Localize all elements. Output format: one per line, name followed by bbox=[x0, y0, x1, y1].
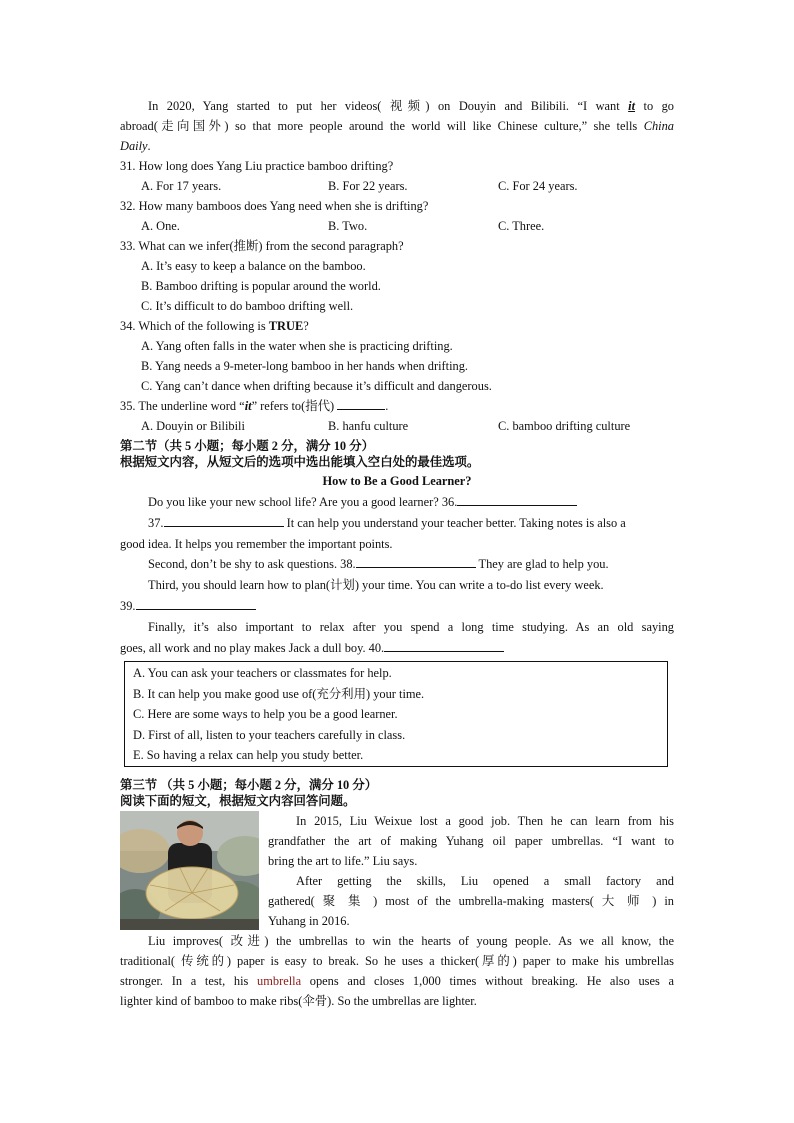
blank-40[interactable] bbox=[384, 638, 504, 652]
article-line: bring the art to life.” Liu says. bbox=[268, 853, 418, 868]
option[interactable]: B. Two. bbox=[328, 219, 368, 233]
article-line: Liu improves( 改进) the umbrellas to win the hearts of young people. As we all know, the bbox=[148, 933, 674, 948]
article-line: gathered( 聚 集 ) most of the umbrella-making masters( 大 师 ) in bbox=[268, 893, 674, 908]
option[interactable]: B. Yang needs a 9-meter-long bamboo in her hands when drifting. bbox=[141, 359, 469, 373]
section-instruction: 阅读下面的短文，根据短文内容回答问题。 bbox=[120, 793, 356, 808]
options-row bbox=[120, 416, 674, 436]
option[interactable]: C. Yang can’t dance when drifting because it’s difficult and dangerous. bbox=[141, 379, 492, 393]
passage-line: 39. bbox=[120, 596, 674, 617]
umbrella-maker-photo bbox=[120, 811, 259, 930]
option[interactable]: B. It can help you make good use of(充分利用) your time. bbox=[133, 686, 425, 701]
passage-line: Do you like your new school life? Are you a good learner? 36. bbox=[120, 492, 674, 513]
options-box bbox=[124, 661, 668, 767]
question-stem: 33. What can we infer(推断) from the second paragraph? bbox=[120, 239, 404, 253]
passage-line: In 2020, Yang started to put her videos( 视频) on Douyin and Bilibili. “I want it to go bbox=[148, 99, 674, 113]
passage-line: Finally, it’s also important to relax after you spend a long time studying. As an old saying bbox=[148, 620, 674, 634]
option[interactable]: A. You can ask your teachers or classmates for help. bbox=[133, 666, 392, 680]
photo-illustration bbox=[120, 811, 259, 930]
option[interactable]: A. For 17 years. bbox=[141, 179, 222, 193]
option[interactable]: B. For 22 years. bbox=[328, 179, 408, 193]
question-stem: 35. The underline word “it” refers to(指代) . bbox=[120, 396, 674, 416]
blank-39[interactable] bbox=[136, 596, 256, 610]
article-line: grandfather the art of making Yuhang oil paper umbrellas. “I want to bbox=[268, 833, 674, 848]
option[interactable]: C. Three. bbox=[498, 219, 545, 233]
blank-36[interactable] bbox=[457, 492, 577, 506]
passage-line: goes, all work and no play makes Jack a dull boy. 40. bbox=[120, 638, 674, 659]
option[interactable]: C. Here are some ways to help you be a good learner. bbox=[133, 707, 398, 722]
option[interactable]: D. First of all, listen to your teachers carefully in class. bbox=[133, 727, 406, 742]
option[interactable]: A. Yang often falls in the water when she is practicing drifting. bbox=[141, 339, 453, 353]
option[interactable]: A. Douyin or Bilibili bbox=[141, 419, 245, 433]
passage-line: Third, you should learn how to plan(计划) your time. You can write a to-do list every week. bbox=[148, 578, 604, 592]
options-row bbox=[120, 176, 674, 196]
article-line: After getting the skills, Liu opened a small factory and bbox=[296, 873, 674, 888]
question-stem: 31. How long does Yang Liu practice bamboo drifting? bbox=[120, 159, 394, 173]
blank-37[interactable] bbox=[164, 513, 284, 527]
article-line: traditional( 传统的) paper is easy to break. So he uses a thicker(厚的) paper to make his umbrellas bbox=[120, 953, 674, 968]
options-row bbox=[120, 216, 674, 236]
article-line: stronger. In a test, his umbrella opens and closes 1,000 times without breaking. He also uses a bbox=[120, 973, 675, 988]
passage-line: good idea. It helps you remember the important points. bbox=[120, 537, 393, 551]
passage-line: Second, don’t be shy to ask questions. 38. They are glad to help you. bbox=[120, 554, 674, 575]
question-stem: 32. How many bamboos does Yang need when she is drifting? bbox=[120, 199, 429, 213]
underlined-word: it bbox=[628, 99, 636, 113]
answer-blank[interactable] bbox=[337, 396, 385, 410]
highlighted-word: umbrella bbox=[257, 973, 302, 988]
blank-38[interactable] bbox=[356, 554, 476, 568]
option[interactable]: C. For 24 years. bbox=[498, 179, 578, 193]
option[interactable]: A. It’s easy to keep a balance on the bamboo. bbox=[141, 259, 366, 273]
option[interactable]: B. Bamboo drifting is popular around the world. bbox=[141, 279, 381, 293]
passage-title: How to Be a Good Learner? bbox=[322, 474, 472, 488]
article-line: lighter kind of bamboo to make ribs(伞骨). So the umbrellas are lighter. bbox=[120, 993, 477, 1008]
option[interactable]: B. hanfu culture bbox=[328, 419, 409, 433]
option[interactable]: C. bamboo drifting culture bbox=[498, 419, 631, 433]
passage-line: 37. It can help you understand your teacher better. Taking notes is also a bbox=[120, 513, 674, 534]
article-line: In 2015, Liu Weixue lost a good job. Then he can learn from his bbox=[296, 813, 674, 828]
document-page bbox=[120, 96, 674, 1011]
section-heading: 第二节（共 5 小题；每小题 2 分，满分 10 分） bbox=[120, 439, 375, 453]
option[interactable]: E. So having a relax can help you study better. bbox=[133, 748, 364, 763]
section-heading: 第三节 （共 5 小题；每小题 2 分，满分 10 分） bbox=[120, 777, 378, 792]
article-line: Yuhang in 2016. bbox=[268, 913, 350, 928]
passage-line: Daily. bbox=[120, 139, 151, 153]
section-instruction: 根据短文内容，从短文后的选项中选出能填入空白处的最佳选项。 bbox=[120, 455, 480, 469]
question-stem: 34. Which of the following is TRUE? bbox=[120, 319, 309, 333]
passage-line: abroad(走向国外) so that more people around the world will like Chinese culture,” she tells China bbox=[120, 119, 674, 133]
article-with-photo bbox=[120, 811, 674, 931]
option[interactable]: A. One. bbox=[141, 219, 180, 233]
article-right-column bbox=[268, 811, 674, 931]
option[interactable]: C. It’s difficult to do bamboo drifting well. bbox=[141, 299, 354, 313]
